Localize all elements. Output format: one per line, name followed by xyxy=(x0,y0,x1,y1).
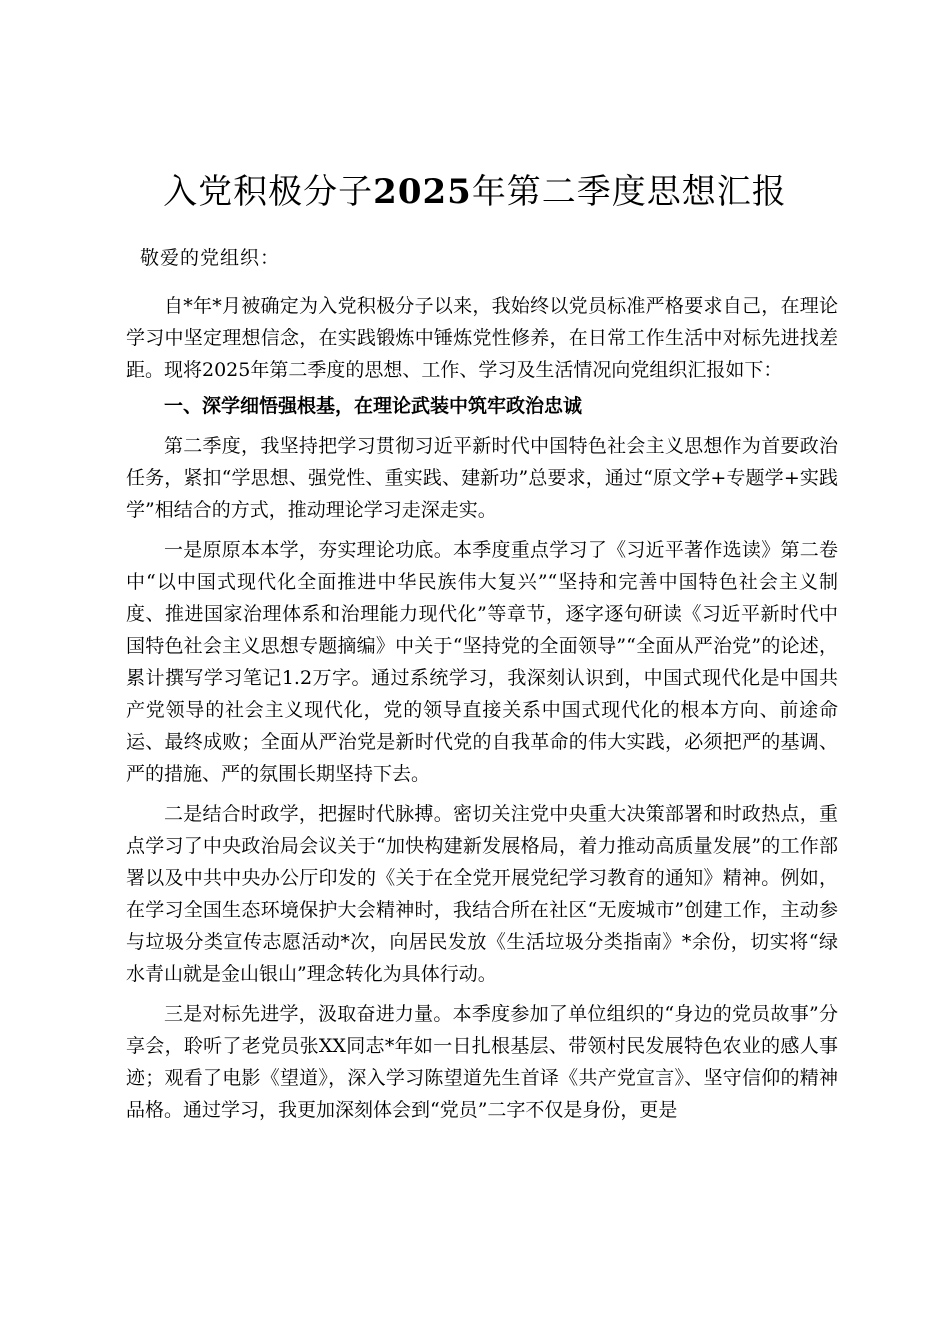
section-heading-1: 一、深学细悟强根基，在理论武装中筑牢政治忠诚 xyxy=(164,395,583,417)
title-suffix: 年第二季度思想汇报 xyxy=(471,172,787,212)
body-paragraph-3: 二是结合时政学，把握时代脉搏。密切关注党中央重大决策部署和时政热点，重点学习了中央政治局会议关于“加快构建新发展格局，着力推动高质量发展”的工作部署以及中共中央办公厅印发的《关于在全党开展党纪学习教育的通知》精神。例如，在学习全国生态环境保护大会精神时，我结合所在社区“无废城市”创建工作，主动参与垃圾分类宣传志愿活动*次，向居民发放《生活垃圾分类指南》*余份，切实将“绿水青山就是金山银山”理念转化为具体行动。 xyxy=(126,803,838,985)
document-title xyxy=(100,168,850,216)
body-paragraph-2: 一是原原本本学，夯实理论功底。本季度重点学习了《习近平著作选读》第二卷中“以中国式现代化全面推进中华民族伟大复兴”“坚持和完善中国特色社会主义制度、推进国家治理体系和治理能力现代化”等章节，逐字逐句研读《习近平新时代中国特色社会主义思想专题摘编》中关于“坚持党的全面领导”“全面从严治党”的论述，累计撰写学习笔记1.2万字。通过系统学习，我深刻认识到，中国式现代化是中国共产党领导的社会主义现代化，党的领导直接关系中国式现代化的根本方向、前途命运、最终成败；全面从严治党是新时代党的自我革命的伟大实践，必须把严的基调、严的措施、严的氛围长期坚持下去。 xyxy=(126,539,838,785)
title-year: 2025 xyxy=(373,172,472,212)
body-paragraph-1: 第二季度，我坚持把学习贯彻习近平新时代中国特色社会主义思想作为首要政治任务，紧扣“学思想、强党性、重实践、建新功”总要求，通过“原文学+专题学+实践学”相结合的方式，推动理论学习走深走实。 xyxy=(126,435,838,521)
body-paragraph-4: 三是对标先进学，汲取奋进力量。本季度参加了单位组织的“身边的党员故事”分享会，聆听了老党员张XX同志*年如一日扎根基层、带领村民发展特色农业的感人事迹；观看了电影《望道》，深入学习陈望道先生首译《共产党宣言》、坚守信仰的精神品格。通过学习，我更加深刻体会到“党员”二字不仅是身份，更是 xyxy=(126,1003,838,1121)
intro-paragraph: 自*年*月被确定为入党积极分子以来，我始终以党员标准严格要求自己，在理论学习中坚定理想信念，在实践锻炼中锤炼党性修养，在日常工作生活中对标先进找差距。现将2025年第二季度的思想、工作、学习及生活情况向党组织汇报如下： xyxy=(126,295,838,381)
document-body xyxy=(126,290,838,1134)
salutation: 敬爱的党组织： xyxy=(140,247,281,269)
title-prefix: 入党积极分子 xyxy=(163,172,374,212)
